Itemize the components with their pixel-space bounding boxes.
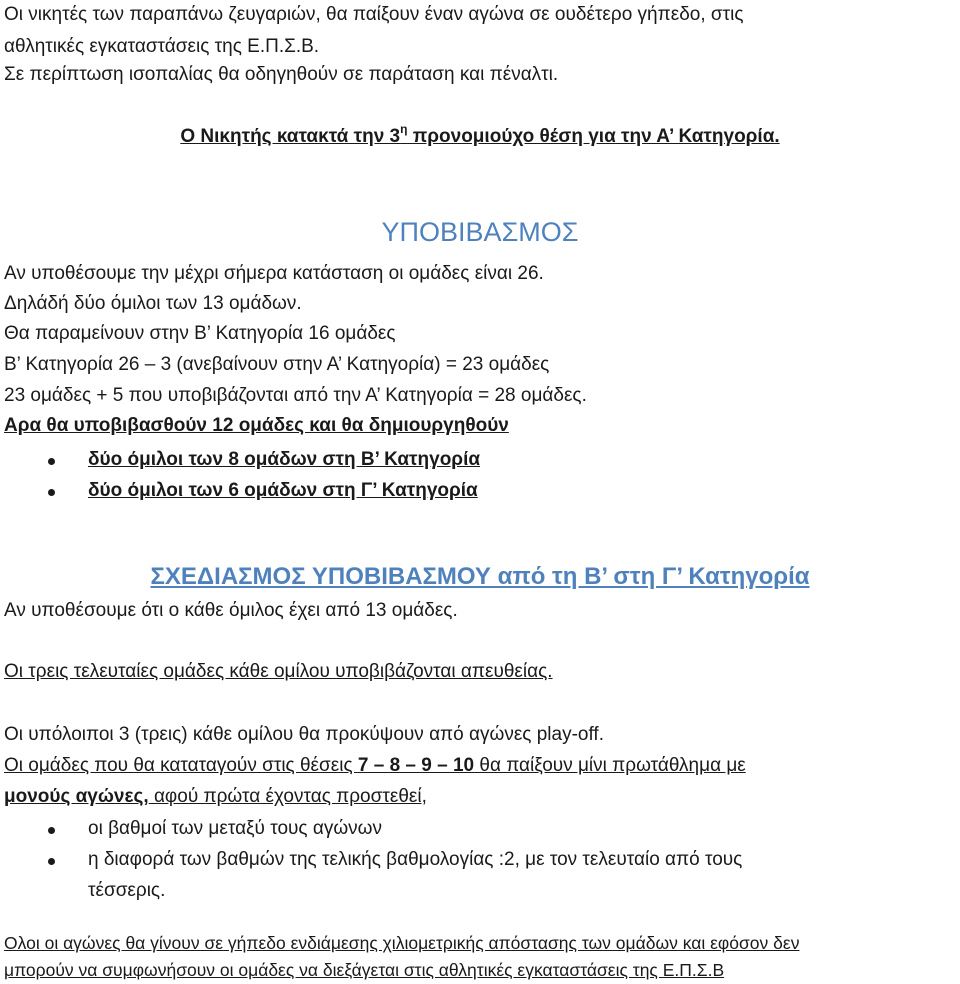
relegation-line-3: Θα παραμείνουν στην Β’ Κατηγορία 16 ομάδες (4, 323, 396, 344)
positions-text-c: θα παίξουν μίνι πρωτάθλημα με (474, 755, 746, 776)
relegation-bullet-1: δύο όμιλοι των 8 ομάδων στη Β’ Κατηγορία (88, 449, 481, 470)
planning-heading: ΣΧΕΔΙΑΣΜΟΣ ΥΠΟΒΙΒΑΣΜΟΥ από τη Β’ στη Γ’ Κατηγορία (150, 563, 810, 590)
relegation-line-5: 23 ομάδες + 5 που υποβιβάζονται από την Α’ Κατηγορία = 28 ομάδες. (4, 385, 587, 406)
winner-superscript: η (400, 122, 408, 136)
bullet-icon (48, 827, 55, 834)
positions-text-a: Οι ομάδες που θα καταταγούν στις θέσεις (4, 755, 358, 776)
bullet-icon (48, 858, 55, 865)
planning-single-games (4, 785, 427, 809)
planning-assume: Αν υποθέσουμε ότι ο κάθε όμιλος έχει από 13 ομάδες. (4, 600, 458, 621)
bullet-icon (48, 458, 55, 465)
planning-bullet-2-continued: τέσσερις. (88, 880, 166, 901)
relegation-conclusion: Αρα θα υποβιβασθούν 12 ομάδες και θα δημιουργηθούν (4, 415, 509, 436)
intro-line-3: Σε περίπτωση ισοπαλίας θα οδηγηθούν σε παράταση και πέναλτι. (4, 64, 559, 85)
planning-bullet-1: οι βαθμοί των μεταξύ τους αγώνων (88, 818, 383, 839)
planning-last-three: Οι τρεις τελευταίες ομάδες κάθε ομίλου υποβιβάζονται απευθείας. (4, 661, 553, 682)
relegation-line-4: Β’ Κατηγορία 26 – 3 (ανεβαίνουν στην Α’ Κατηγορία) = 23 ομάδες (4, 354, 550, 375)
planning-bullet-2: η διαφορά των βαθμών της τελικής βαθμολογίας :2, με τον τελευταίο από τους (88, 849, 743, 870)
single-games-rest: αφού πρώτα έχοντας προστεθεί, (148, 786, 427, 807)
intro-line-2: αθλητικές εγκαταστάσεις της Ε.Π.Σ.Β. (4, 36, 320, 57)
footer-line-1: Ολοι οι αγώνες θα γίνουν σε γήπεδο ενδιάμεσης χιλιομετρικής απόστασης των ομάδων και εφόσον δεν (4, 933, 800, 953)
footer-line-2: μπορούν να συμφωνήσουν οι ομάδες να διεξάγεται στις αθλητικές εγκαταστάσεις της Ε.Π.Σ.Β (4, 960, 725, 980)
winner-text-after: προνομιούχο θέση για την Α’ Κατηγορία. (407, 126, 780, 147)
relegation-line-1: Αν υποθέσουμε την μέχρι σήμερα κατάσταση οι ομάδες είναι 26. (4, 263, 544, 284)
planning-positions (4, 754, 746, 778)
relegation-bullet-2: δύο όμιλοι των 6 ομάδων στη Γ’ Κατηγορία (88, 480, 478, 501)
relegation-heading: ΥΠΟΒΙΒΑΣΜΟΣ (381, 217, 579, 247)
winner-statement (0, 122, 960, 149)
planning-playoff: Οι υπόλοιποι 3 (τρεις) κάθε ομίλου θα προκύψουν από αγώνες play-off. (4, 724, 604, 745)
winner-text-before: Ο Νικητής κατακτά την 3 (180, 126, 401, 147)
relegation-line-2: Δηλάδή δύο όμιλοι των 13 ομάδων. (4, 293, 302, 314)
single-games-bold: μονούς αγώνες, (4, 786, 149, 807)
intro-line-1: Οι νικητές των παραπάνω ζευγαριών, θα παίξουν έναν αγώνα σε ουδέτερο γήπεδο, στις (4, 4, 744, 25)
positions-numbers: 7 – 8 – 9 – 10 (357, 755, 475, 776)
bullet-icon (48, 489, 55, 496)
